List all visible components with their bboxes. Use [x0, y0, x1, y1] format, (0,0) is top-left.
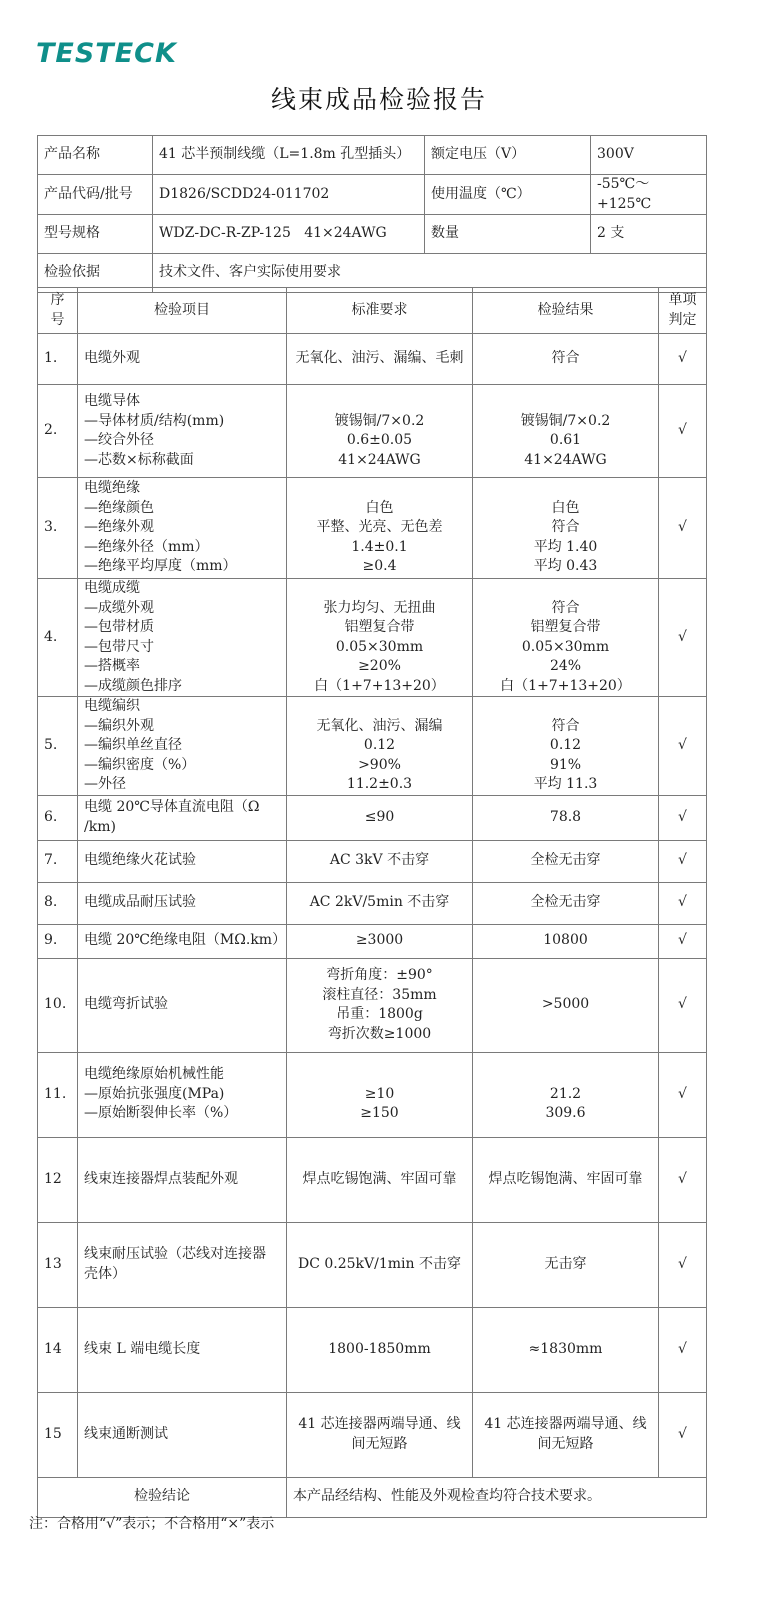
basis-value: 技术文件、客户实际使用要求	[153, 254, 707, 293]
requirement-cell-line: 吊重：1800g	[336, 1006, 423, 1022]
requirement-cell-line: 平整、光亮、无色差	[316, 519, 443, 536]
item-cell	[78, 385, 287, 478]
item-cell-line: —搭概率	[84, 658, 140, 674]
requirement-cell	[287, 1307, 473, 1392]
verdict-checkmark: √	[659, 795, 707, 840]
header-number-line: 序	[50, 292, 65, 308]
result-cell	[473, 478, 659, 579]
verdict-checkmark: √	[659, 1137, 707, 1222]
item-cell	[78, 1222, 287, 1307]
row-number: 6.	[38, 795, 78, 840]
inspection-table	[37, 287, 707, 1518]
row-number: 7.	[38, 840, 78, 882]
requirement-cell	[287, 334, 473, 385]
verdict-checkmark: √	[659, 924, 707, 958]
row-number: 13	[38, 1222, 78, 1307]
conclusion-row	[38, 1477, 707, 1517]
requirement-cell-line: 间无短路	[351, 1435, 408, 1452]
result-cell-line: 91%	[549, 756, 582, 773]
requirement-cell-line: 0.05×30mm	[335, 638, 424, 655]
result-cell-line: 41 芯连接器两端导通、线	[484, 1416, 647, 1432]
requirement-cell-line: 无氧化、油污、漏编	[316, 717, 443, 734]
requirement-cell-line: DC 0.25kV/1min 不击穿	[298, 1255, 461, 1272]
item-cell	[78, 924, 287, 958]
footnote: 注：合格用“√”表示；不合格用“×”表示	[29, 1516, 275, 1532]
requirement-cell-line: ≥3000	[355, 932, 404, 949]
result-cell-line: ≈1830mm	[528, 1340, 603, 1357]
item-cell-line: /km)	[84, 818, 116, 835]
result-cell	[473, 958, 659, 1052]
table-row	[38, 924, 707, 958]
requirement-cell-line	[293, 392, 466, 412]
item-cell-line: —编织单丝直径	[84, 737, 182, 753]
requirement-cell-line: ≥20%	[358, 658, 401, 674]
requirement-cell-line: 焊点吃锡饱满、牢固可靠	[302, 1170, 457, 1187]
requirement-cell-line: 11.2±0.3	[346, 776, 413, 792]
table-row	[38, 882, 707, 924]
requirement-cell-line	[293, 479, 466, 499]
table-row	[38, 1222, 707, 1307]
verdict-checkmark: √	[659, 697, 707, 796]
result-cell	[473, 1137, 659, 1222]
table-row	[38, 795, 707, 840]
item-cell-line: —绞合外径	[84, 432, 154, 448]
requirement-cell-line: 白色	[365, 499, 394, 516]
table-row	[38, 1392, 707, 1477]
requirement-cell	[287, 1052, 473, 1137]
item-cell-line: —成缆颜色排序	[84, 677, 182, 694]
item-cell-line: 电缆 20℃绝缘电阻（MΩ.km）	[84, 932, 287, 949]
rated-voltage-value: 300V	[591, 136, 707, 175]
requirement-cell-line: 0.6±0.05	[346, 432, 413, 448]
result-cell-line	[479, 697, 652, 717]
model-label: 型号规格	[38, 215, 153, 254]
requirement-cell-line: AC 2kV/5min 不击穿	[309, 894, 450, 911]
requirement-cell-line: >90%	[358, 756, 401, 773]
verdict-checkmark: √	[659, 1052, 707, 1137]
result-cell-line: 0.05×30mm	[521, 638, 610, 655]
row-number: 1.	[38, 334, 78, 385]
requirement-cell	[287, 1137, 473, 1222]
header-item: 检验项目	[78, 288, 287, 334]
result-cell-line: >5000	[541, 996, 590, 1013]
result-cell-line: 78.8	[549, 808, 582, 825]
requirement-cell-line: 41×24AWG	[338, 451, 421, 468]
result-cell-line: 309.6	[545, 1105, 586, 1122]
requirement-cell-line: ≤90	[364, 808, 395, 825]
result-cell-line	[479, 479, 652, 499]
requirement-cell-line: 弯折次数≥1000	[327, 1025, 432, 1042]
result-cell-line: 符合	[551, 717, 580, 734]
header-result: 检验结果	[473, 288, 659, 334]
model-value: WDZ-DC-R-ZP-125 41×24AWG	[153, 215, 425, 254]
result-cell-line: 符合	[551, 350, 580, 367]
requirement-cell-line: 滚柱直径：35mm	[322, 986, 437, 1003]
item-cell-line: 线束通断测试	[84, 1425, 168, 1442]
table-row	[38, 697, 707, 796]
table-row	[38, 958, 707, 1052]
result-cell-line: 铝塑复合带	[530, 619, 601, 635]
item-cell-line: —导体材质/结构(mm)	[84, 412, 225, 429]
result-cell	[473, 1307, 659, 1392]
item-cell	[78, 478, 287, 579]
header-requirement: 标准要求	[287, 288, 473, 334]
product-code-label: 产品代码/批号	[38, 175, 153, 215]
row-number: 4.	[38, 579, 78, 697]
item-cell-line: —包带材质	[84, 619, 154, 635]
result-cell-line: 白（1+7+13+20）	[500, 677, 631, 694]
result-cell-line: 白色	[551, 499, 580, 516]
item-cell	[78, 1392, 287, 1477]
verdict-checkmark: √	[659, 958, 707, 1052]
item-cell-line: —原始抗张强度(MPa)	[84, 1085, 225, 1102]
product-name-value: 41 芯半预制线缆（L=1.8m 孔型插头）	[153, 136, 425, 175]
item-cell-line: 电缆导体	[84, 393, 140, 409]
result-cell	[473, 840, 659, 882]
verdict-checkmark: √	[659, 1307, 707, 1392]
result-cell-line: 平均 1.40	[533, 538, 598, 555]
item-cell	[78, 958, 287, 1052]
info-row	[38, 215, 707, 254]
item-cell-line: 线束连接器焊点装配外观	[84, 1170, 238, 1187]
result-cell	[473, 697, 659, 796]
table-row	[38, 1137, 707, 1222]
requirement-cell-line: 1.4±0.1	[351, 538, 408, 555]
requirement-cell-line: 无氧化、油污、漏编、毛刺	[295, 350, 464, 367]
item-cell-line: 电缆绝缘火花试验	[84, 852, 196, 869]
row-number: 11.	[38, 1052, 78, 1137]
result-cell-line: 0.12	[549, 737, 582, 753]
item-cell-line: 电缆成缆	[84, 580, 140, 596]
result-cell-line: 镀锡铜/7×0.2	[520, 412, 611, 429]
result-cell-line: 符合	[551, 519, 580, 536]
inspection-rows	[38, 334, 707, 1478]
product-code-value: D1826/SCDD24-011702	[153, 175, 425, 215]
result-cell	[473, 334, 659, 385]
item-cell	[78, 1137, 287, 1222]
result-cell	[473, 579, 659, 697]
result-cell-line: 符合	[551, 599, 580, 616]
requirement-cell-line: ≥0.4	[362, 558, 397, 575]
row-number: 5.	[38, 697, 78, 796]
item-cell-line: 线束 L 端电缆长度	[84, 1340, 201, 1357]
item-cell	[78, 579, 287, 697]
result-cell-line	[479, 392, 652, 412]
product-name-label: 产品名称	[38, 136, 153, 175]
table-header-row	[38, 288, 707, 334]
item-cell	[78, 1307, 287, 1392]
result-cell-line: 24%	[549, 658, 582, 674]
requirement-cell-line	[293, 697, 466, 717]
info-row	[38, 136, 707, 175]
rated-voltage-label: 额定电压（V）	[425, 136, 591, 175]
table-row	[38, 1307, 707, 1392]
requirement-cell-line: ≥10	[364, 1085, 395, 1102]
requirement-cell	[287, 697, 473, 796]
row-number: 8.	[38, 882, 78, 924]
requirement-cell-line: 0.12	[363, 737, 396, 753]
item-cell-line: —绝缘平均厚度（mm）	[84, 558, 237, 575]
verdict-checkmark: √	[659, 840, 707, 882]
header-number-line: 号	[50, 311, 65, 328]
result-cell	[473, 1222, 659, 1307]
row-number: 2.	[38, 385, 78, 478]
conclusion-text: 本产品经结构、性能及外观检查均符合技术要求。	[287, 1477, 707, 1517]
item-cell-line: —芯数×标称截面	[84, 451, 194, 468]
requirement-cell-line: 张力均匀、无扭曲	[323, 599, 436, 616]
header-verdict	[659, 288, 707, 334]
table-row	[38, 478, 707, 579]
verdict-checkmark: √	[659, 1392, 707, 1477]
result-cell-line: 0.61	[549, 432, 582, 448]
item-cell	[78, 840, 287, 882]
item-cell	[78, 795, 287, 840]
row-number: 3.	[38, 478, 78, 579]
result-cell	[473, 882, 659, 924]
requirement-cell-line: 弯折角度：±90°	[326, 967, 433, 983]
item-cell	[78, 334, 287, 385]
item-cell-line: 电缆弯折试验	[84, 996, 168, 1013]
result-cell-line: 全检无击穿	[530, 852, 601, 869]
requirement-cell	[287, 579, 473, 697]
result-cell	[473, 924, 659, 958]
info-row	[38, 175, 707, 215]
item-cell-line: —原始断裂伸长率（%）	[84, 1105, 238, 1122]
item-cell-line: 壳体）	[84, 1265, 126, 1282]
result-cell-line: 间无短路	[537, 1435, 594, 1452]
requirement-cell	[287, 924, 473, 958]
product-info-table	[37, 135, 707, 293]
row-number: 10.	[38, 958, 78, 1052]
result-cell-line: 平均 0.43	[533, 558, 598, 575]
temperature-label: 使用温度（℃）	[425, 175, 591, 215]
requirement-cell-line: 1800-1850mm	[328, 1340, 431, 1357]
item-cell-line: —绝缘外径（mm）	[84, 538, 209, 555]
requirement-cell-line	[293, 579, 466, 599]
row-number: 12	[38, 1137, 78, 1222]
result-cell-line	[479, 579, 652, 599]
item-cell	[78, 1052, 287, 1137]
item-cell-line: —绝缘颜色	[84, 499, 154, 516]
requirement-cell	[287, 840, 473, 882]
row-number: 9.	[38, 924, 78, 958]
row-number: 14	[38, 1307, 78, 1392]
verdict-checkmark: √	[659, 1222, 707, 1307]
requirement-cell	[287, 1222, 473, 1307]
header-verdict-line: 单项	[668, 292, 697, 308]
item-cell-line: 电缆成品耐压试验	[84, 894, 196, 911]
requirement-cell-line	[293, 1065, 466, 1085]
temperature-value: -55℃～+125℃	[591, 175, 707, 215]
result-cell-line: 无击穿	[544, 1255, 587, 1272]
result-cell-line: 焊点吃锡饱满、牢固可靠	[488, 1170, 643, 1187]
result-cell-line: 10800	[543, 932, 588, 949]
requirement-cell-line: ≥150	[360, 1105, 399, 1122]
header-verdict-line: 判定	[668, 311, 697, 328]
verdict-checkmark: √	[659, 579, 707, 697]
requirement-cell	[287, 795, 473, 840]
requirement-cell-line: 镀锡铜/7×0.2	[334, 412, 425, 429]
result-cell-line: 全检无击穿	[530, 894, 601, 911]
verdict-checkmark: √	[659, 882, 707, 924]
verdict-checkmark: √	[659, 334, 707, 385]
company-logo: TESTECK	[36, 38, 177, 69]
item-cell-line: —编织外观	[84, 717, 154, 734]
item-cell-line: 电缆 20℃导体直流电阻（Ω	[84, 799, 260, 815]
table-row	[38, 579, 707, 697]
item-cell-line: —成缆外观	[84, 599, 154, 616]
report-title: 线束成品检验报告	[270, 85, 487, 114]
basis-label: 检验依据	[38, 254, 153, 293]
requirement-cell-line: 铝塑复合带	[344, 619, 415, 635]
result-cell	[473, 385, 659, 478]
requirement-cell	[287, 882, 473, 924]
item-cell-line: —包带尺寸	[84, 638, 154, 655]
item-cell-line: 电缆外观	[84, 350, 140, 367]
result-cell	[473, 1392, 659, 1477]
item-cell	[78, 882, 287, 924]
verdict-checkmark: √	[659, 385, 707, 478]
requirement-cell-line: 白（1+7+13+20）	[314, 677, 445, 694]
table-row	[38, 1052, 707, 1137]
item-cell-line: —绝缘外观	[84, 519, 154, 536]
result-cell-line	[479, 1065, 652, 1085]
table-row	[38, 385, 707, 478]
row-number: 15	[38, 1392, 78, 1477]
item-cell-line: 电缆编织	[84, 698, 140, 714]
item-cell-line: 线束耐压试验（芯线对连接器	[84, 1246, 266, 1262]
requirement-cell	[287, 385, 473, 478]
table-row	[38, 840, 707, 882]
header-number	[38, 288, 78, 334]
result-cell	[473, 795, 659, 840]
table-row	[38, 334, 707, 385]
item-cell-line: 电缆绝缘原始机械性能	[84, 1066, 224, 1083]
requirement-cell-line: 41 芯连接器两端导通、线	[298, 1416, 461, 1432]
quantity-label: 数量	[425, 215, 591, 254]
result-cell-line: 41×24AWG	[524, 451, 607, 468]
requirement-cell	[287, 478, 473, 579]
requirement-cell	[287, 958, 473, 1052]
requirement-cell	[287, 1392, 473, 1477]
result-cell	[473, 1052, 659, 1137]
item-cell-line: —编织密度（%）	[84, 756, 196, 773]
result-cell-line: 21.2	[549, 1085, 582, 1102]
result-cell-line: 平均 11.3	[533, 776, 598, 792]
requirement-cell-line: AC 3kV 不击穿	[329, 852, 430, 869]
quantity-value: 2 支	[591, 215, 707, 254]
item-cell-line: 电缆绝缘	[84, 480, 140, 497]
item-cell	[78, 697, 287, 796]
verdict-checkmark: √	[659, 478, 707, 579]
item-cell-line: —外径	[84, 776, 126, 792]
conclusion-label: 检验结论	[38, 1477, 287, 1517]
